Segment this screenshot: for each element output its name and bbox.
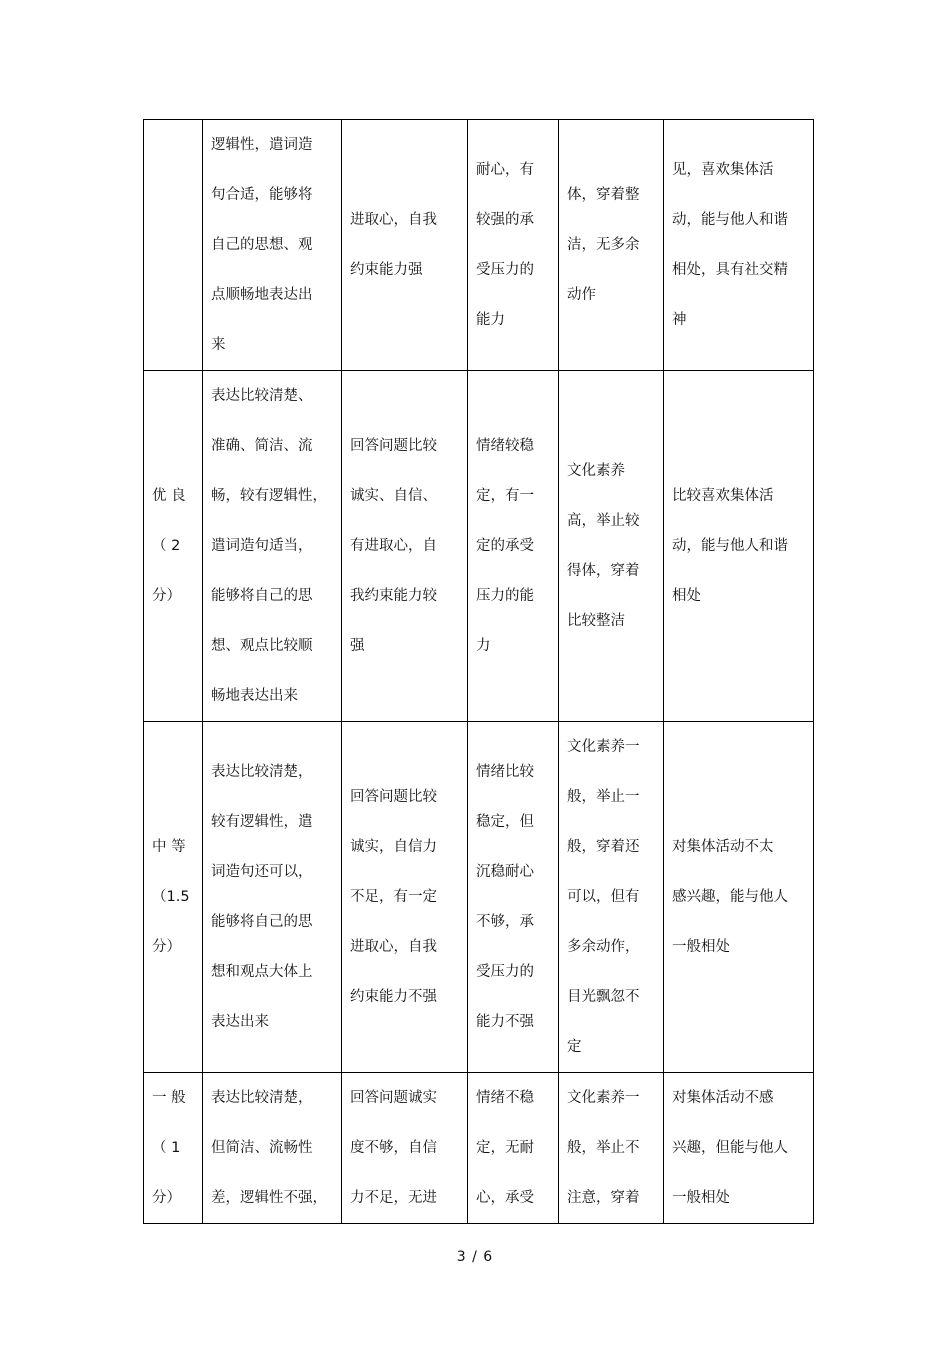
social-cell: 对集体活动不太 感兴趣，能与他人 一般相处 (664, 722, 814, 1073)
table-row (144, 722, 814, 1073)
manner-cell: 体，穿着整 洁，无多余 动作 (559, 120, 664, 371)
attitude-cell: 进取心，自我 约束能力强 (342, 120, 468, 371)
table-row (144, 120, 814, 371)
expression-cell: 表达比较清楚， 较有逻辑性，遣 词造句还可以， 能够将自己的思 想和观点大体上 表达出来 (203, 722, 342, 1073)
grade-cell: 一 般 （ 1 分） (144, 1073, 203, 1224)
expression-cell: 表达比较清楚、 准确、简洁、流 畅，较有逻辑性， 遣词造句适当， 能够将自己的思 想、观点比较顺 畅地表达出来 (203, 371, 342, 722)
grade-cell: 中 等 （1.5 分） (144, 722, 203, 1073)
table-row (144, 371, 814, 722)
expression-cell: 逻辑性，遣词造 句合适，能够将 自己的思想、观 点顺畅地表达出 来 (203, 120, 342, 371)
expression-cell: 表达比较清楚， 但简洁、流畅性 差，逻辑性不强， (203, 1073, 342, 1224)
emotion-cell: 情绪比较 稳定，但 沉稳耐心 不够，承 受压力的 能力不强 (468, 722, 559, 1073)
manner-cell: 文化素养一 般，举止一 般，穿着还 可以，但有 多余动作， 目光飘忽不 定 (559, 722, 664, 1073)
social-cell: 比较喜欢集体活 动，能与他人和谐 相处 (664, 371, 814, 722)
grade-cell (144, 120, 203, 371)
emotion-cell: 情绪较稳 定，有一 定的承受 压力的能 力 (468, 371, 559, 722)
attitude-cell: 回答问题比较 诚实，自信力 不足，有一定 进取心，自我 约束能力不强 (342, 722, 468, 1073)
grade-cell: 优 良 （ 2 分） (144, 371, 203, 722)
attitude-cell: 回答问题诚实 度不够，自信 力不足，无进 (342, 1073, 468, 1224)
emotion-cell: 情绪不稳 定，无耐 心，承受 (468, 1073, 559, 1224)
social-cell: 见，喜欢集体活 动，能与他人和谐 相处，具有社交精 神 (664, 120, 814, 371)
page-number: 3 / 6 (456, 1249, 494, 1265)
table-row (144, 1073, 814, 1224)
manner-cell: 文化素养 高，举止较 得体，穿着 比较整洁 (559, 371, 664, 722)
evaluation-table (143, 119, 814, 1224)
emotion-cell: 耐心，有 较强的承 受压力的 能力 (468, 120, 559, 371)
social-cell: 对集体活动不感 兴趣，但能与他人 一般相处 (664, 1073, 814, 1224)
manner-cell: 文化素养一 般，举止不 注意，穿着 (559, 1073, 664, 1224)
attitude-cell: 回答问题比较 诚实、自信、 有进取心，自 我约束能力较 强 (342, 371, 468, 722)
